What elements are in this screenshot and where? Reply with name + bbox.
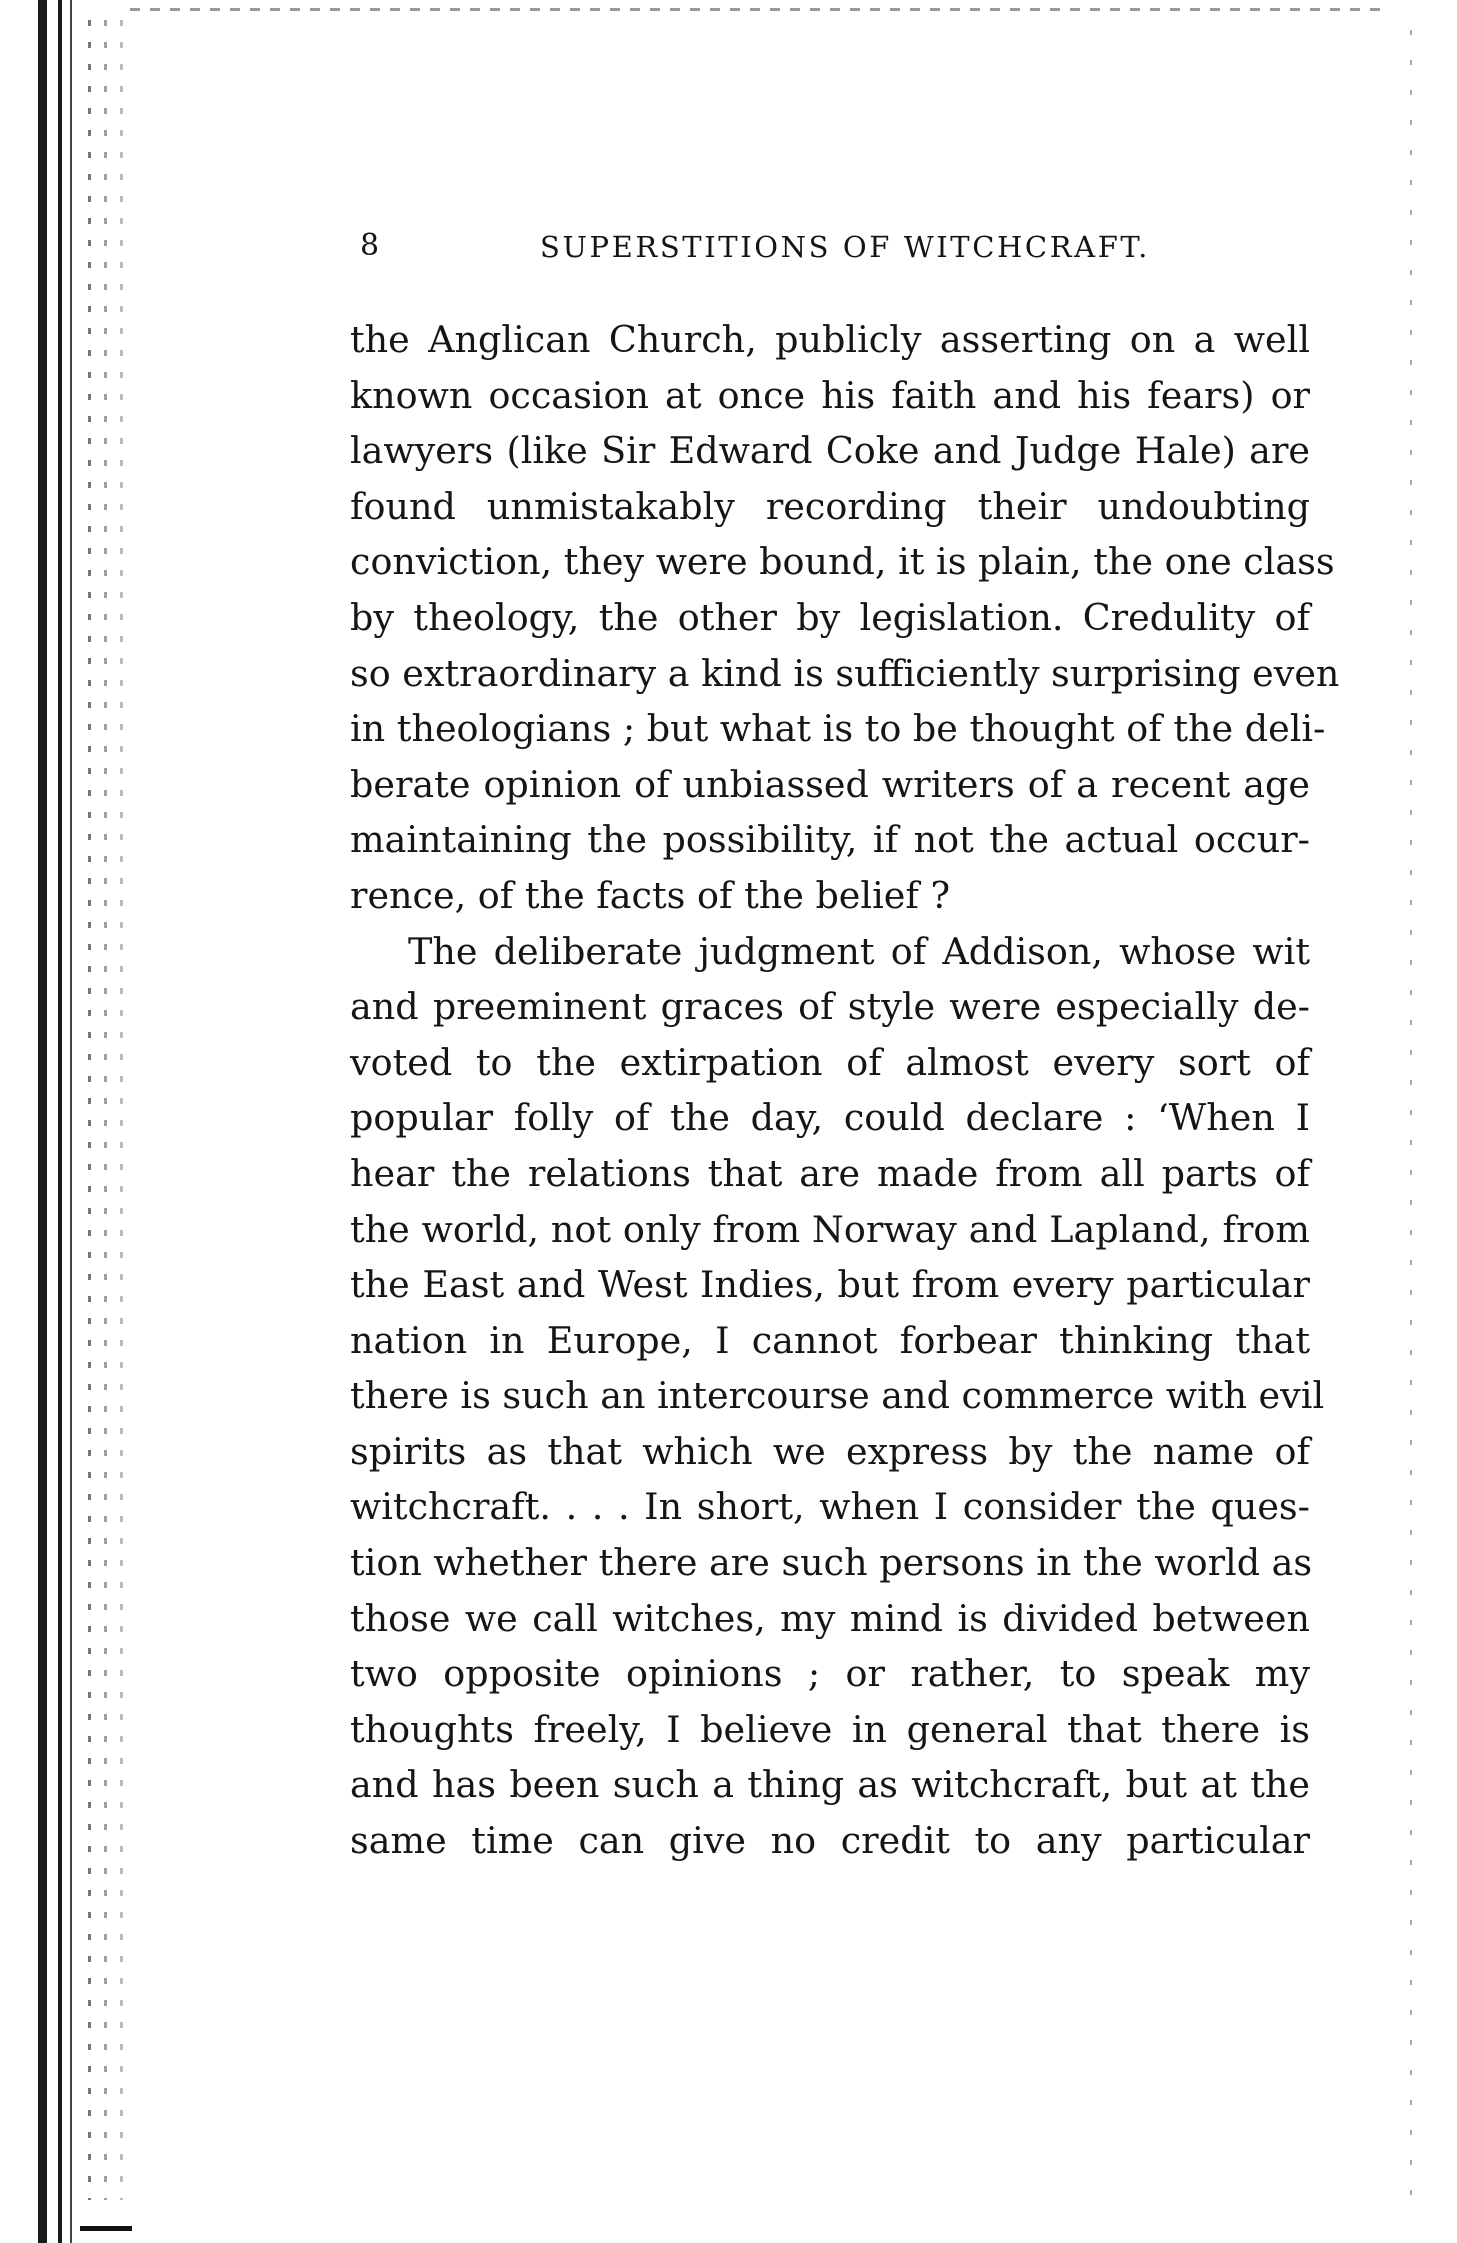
text-line: same time can give no credit to any particular	[350, 1819, 1310, 1863]
text-line: the East and West Indies, but from every particular	[350, 1263, 1310, 1307]
running-title: SUPERSTITIONS OF WITCHCRAFT.	[540, 230, 1150, 264]
text-line: nation in Europe, I cannot forbear thinking that	[350, 1318, 1310, 1362]
text-line: those we call witches, my mind is divided between	[350, 1596, 1310, 1640]
bottom-binding-mark	[80, 2226, 132, 2231]
text-line: and has been such a thing as witchcraft, but at the	[350, 1763, 1310, 1807]
text-line: conviction, they were bound, it is plain, the one class	[350, 540, 1335, 584]
text-line: by theology, the other by legislation. Credulity of	[350, 595, 1310, 639]
top-page-edge	[130, 8, 1380, 11]
text-line: two opposite opinions ; or rather, to speak my	[350, 1652, 1310, 1696]
text-line: so extraordinary a kind is sufficiently surprising even	[350, 651, 1340, 695]
paragraph-end-line: rence, of the facts of the belief ?	[350, 873, 951, 917]
text-line: and preeminent graces of style were especially de-	[350, 985, 1310, 1029]
paragraph-start-line: The deliberate judgment of Addison, whose wit	[408, 929, 1310, 973]
text-line: spirits as that which we express by the name of	[350, 1429, 1310, 1473]
text-line: lawyers (like Sir Edward Coke and Judge Hale) are	[350, 429, 1310, 473]
text-line: popular folly of the day, could declare : ‘When I	[350, 1096, 1310, 1140]
running-head	[360, 228, 1310, 278]
text-line: voted to the extirpation of almost every sort of	[350, 1040, 1310, 1084]
binding-edge	[0, 0, 130, 2243]
text-line: known occasion at once his faith and his fears) or	[350, 373, 1310, 417]
text-line: hear the relations that are made from all parts of	[350, 1151, 1310, 1195]
text-line: there is such an intercourse and commerce with evil	[350, 1374, 1325, 1418]
text-line: the Anglican Church, publicly asserting on a well	[350, 318, 1310, 361]
text-line: found unmistakably recording their undoubting	[350, 484, 1310, 528]
text-line: tion whether there are such persons in the world as	[350, 1541, 1313, 1585]
text-line: witchcraft. . . . In short, when I consider the ques-	[350, 1485, 1310, 1529]
text-line: in theologians ; but what is to be thought of the deli-	[350, 707, 1326, 751]
body-text	[350, 312, 1340, 1869]
page-number: 8	[360, 228, 381, 263]
right-page-edge	[1410, 30, 1412, 2210]
text-line: the world, not only from Norway and Lapland, from	[350, 1207, 1310, 1251]
text-line: thoughts freely, I believe in general that there is	[350, 1707, 1310, 1751]
text-line: maintaining the possibility, if not the actual occur-	[350, 818, 1310, 862]
text-line: berate opinion of unbiassed writers of a recent age	[350, 762, 1310, 806]
